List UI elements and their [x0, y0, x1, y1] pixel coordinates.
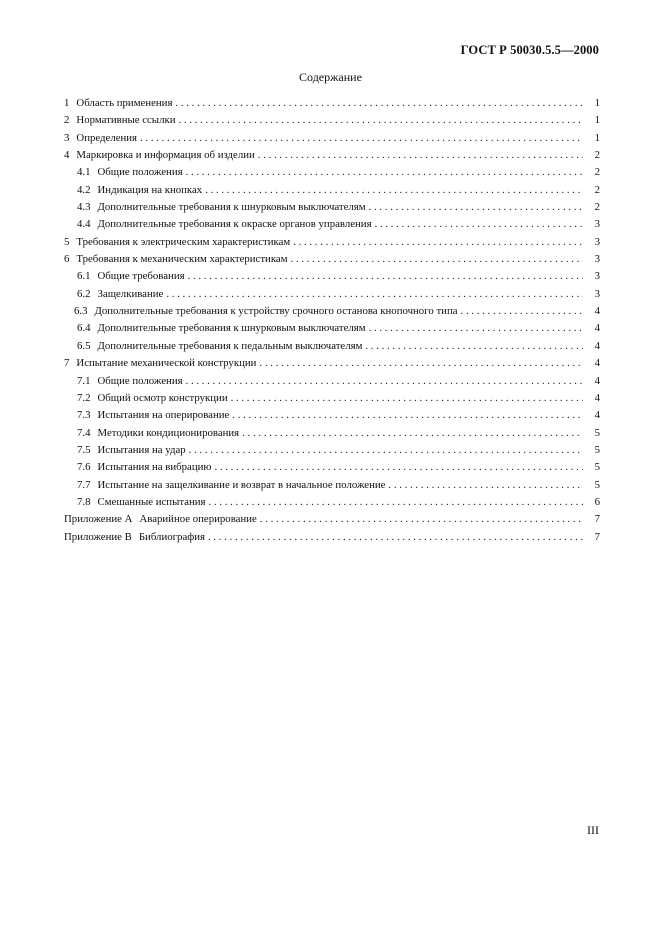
- toc-entry-number: 7.6: [77, 461, 91, 474]
- toc-entry-page: 1: [594, 131, 600, 144]
- toc-entry-number: 6.4: [77, 322, 91, 335]
- toc-entry-number: 2: [64, 114, 70, 127]
- toc-entry-number: Приложение В: [64, 530, 132, 543]
- toc-entry-number: 6.2: [77, 287, 91, 300]
- toc-entry[interactable]: [64, 147, 600, 164]
- toc-entry-label: Испытания на удар: [97, 443, 186, 456]
- toc-entry-page: 3: [594, 235, 600, 248]
- toc-entry-page: 5: [594, 461, 600, 474]
- toc-entry[interactable]: [64, 268, 600, 285]
- toc-dot-leader: [209, 494, 583, 511]
- toc-entry[interactable]: [64, 494, 600, 511]
- toc-dot-leader: [258, 147, 583, 164]
- toc-entry-label: Испытания на оперирование: [97, 409, 230, 422]
- toc-entry-page: 4: [594, 357, 600, 370]
- toc-entry-number: 7.5: [77, 443, 91, 456]
- toc-dot-leader: [291, 251, 583, 268]
- toc-entry-page: 1: [594, 114, 600, 127]
- toc-entry-page: 3: [594, 270, 600, 283]
- toc-entry-label: Индикация на кнопках: [97, 183, 203, 196]
- toc-entry-label: Определения: [76, 131, 138, 144]
- toc-entry-number: 7.1: [77, 374, 91, 387]
- toc-dot-leader: [140, 130, 583, 147]
- toc-entry-label: Дополнительные требования к шнурковым выключателям: [97, 322, 366, 335]
- toc-entry-page: 5: [594, 443, 600, 456]
- toc-entry[interactable]: [64, 286, 600, 303]
- toc-title: Содержание: [299, 70, 362, 84]
- toc-entry-number: 3: [64, 131, 70, 144]
- toc-dot-leader: [242, 425, 583, 442]
- toc-entry-label: Общие положения: [97, 374, 183, 387]
- toc-entry[interactable]: [64, 251, 600, 268]
- toc-entry[interactable]: [64, 442, 600, 459]
- toc-entry[interactable]: [64, 425, 600, 442]
- toc-entry-number: 4.4: [77, 218, 91, 231]
- toc-dot-leader: [260, 511, 583, 528]
- toc-entry[interactable]: [64, 390, 600, 407]
- toc-entry-label: Дополнительные требования к шнурковым выключателям: [97, 201, 366, 214]
- toc-entry[interactable]: [64, 234, 600, 251]
- toc-entry-number: 4.1: [77, 166, 91, 179]
- toc-dot-leader: [369, 320, 583, 337]
- document-code: ГОСТ Р 50030.5.5—2000: [460, 43, 599, 57]
- toc-entry-page: 4: [594, 322, 600, 335]
- toc-dot-leader: [388, 477, 583, 494]
- toc-entry-label: Дополнительные требования к окраске органов управления: [97, 218, 372, 231]
- toc-entry-page: 5: [594, 478, 600, 491]
- toc-dot-leader: [189, 442, 583, 459]
- toc-entry-label: Аварийное оперирование: [139, 513, 257, 526]
- toc-entry[interactable]: [64, 164, 600, 181]
- toc-dot-leader: [208, 529, 583, 546]
- toc-entry-number: 6.3: [74, 305, 88, 318]
- toc-entry[interactable]: [64, 459, 600, 476]
- toc-entry-number: 1: [64, 97, 70, 109]
- toc-entry[interactable]: [64, 95, 600, 112]
- toc-entry[interactable]: [64, 511, 600, 528]
- toc-dot-leader: [231, 390, 583, 407]
- toc-entry-page: 3: [594, 253, 600, 266]
- toc-entry[interactable]: [64, 529, 600, 546]
- toc-dot-leader: [205, 182, 583, 199]
- toc-dot-leader: [365, 338, 583, 355]
- toc-entry-label: Смешанные испытания: [97, 495, 206, 508]
- toc-entry-label: Библиография: [138, 530, 205, 543]
- toc-entry-page: 1: [594, 97, 600, 109]
- toc-entry-label: Испытания на вибрацию: [97, 461, 212, 474]
- toc-entry-number: 7.7: [77, 478, 91, 491]
- toc-entry-number: 4.3: [77, 201, 91, 214]
- toc-entry-number: 6.5: [77, 339, 91, 352]
- toc-entry-label: Маркировка и информация об изделии: [76, 149, 255, 162]
- toc-entry-label: Общие положения: [97, 166, 183, 179]
- toc-entry[interactable]: [64, 216, 600, 233]
- toc-entry-label: Испытание на защелкивание и возврат в начальное положение: [97, 478, 386, 491]
- toc-entry-page: 4: [594, 305, 600, 318]
- toc-entry-label: Защелкивание: [97, 287, 164, 300]
- toc-entry-page: 7: [594, 530, 600, 543]
- toc-entry-number: 7.3: [77, 409, 91, 422]
- toc-entry-page: 4: [594, 409, 600, 422]
- toc-entry-number: 6: [64, 253, 70, 266]
- toc-dot-leader: [293, 234, 583, 251]
- toc-dot-leader: [186, 164, 583, 181]
- toc-entry-page: 2: [594, 149, 600, 162]
- page-number: III: [587, 823, 599, 837]
- toc-entry-page: 2: [594, 201, 600, 214]
- toc-dot-leader: [188, 268, 583, 285]
- toc-dot-leader: [232, 407, 583, 424]
- toc-entry-label: Требования к механическим характеристикам: [76, 253, 288, 266]
- toc-entry[interactable]: [64, 303, 600, 320]
- toc-entry-page: 2: [594, 183, 600, 196]
- toc-entry[interactable]: [64, 407, 600, 424]
- toc-dot-leader: [461, 303, 583, 320]
- toc-entry[interactable]: [64, 320, 600, 337]
- toc-entry-label: Общие требования: [97, 270, 185, 283]
- toc-entry-number: 7.2: [77, 391, 91, 404]
- toc-entry-label: Область применения: [76, 97, 173, 109]
- toc-dot-leader: [166, 286, 583, 303]
- toc-dot-leader: [175, 95, 583, 112]
- toc-entry-page: 4: [594, 339, 600, 352]
- toc-entry-number: 7.4: [77, 426, 91, 439]
- toc-entry-page: 3: [594, 218, 600, 231]
- toc-entry-label: Дополнительные требования к устройству срочного останова кнопочного типа: [94, 305, 458, 318]
- toc-entry[interactable]: [64, 477, 600, 494]
- toc-entry-page: 4: [594, 374, 600, 387]
- table-of-contents: [64, 95, 600, 546]
- toc-entry-number: 6.1: [77, 270, 91, 283]
- toc-entry[interactable]: [64, 373, 600, 390]
- toc-entry-page: 2: [594, 166, 600, 179]
- toc-dot-leader: [178, 112, 583, 129]
- toc-dot-leader: [214, 459, 583, 476]
- toc-dot-leader: [259, 355, 583, 372]
- toc-entry-label: Общий осмотр конструкции: [97, 391, 228, 404]
- toc-entry-label: Испытание механической конструкции: [76, 357, 257, 370]
- toc-entry-page: 4: [594, 391, 600, 404]
- toc-entry-number: Приложение А: [64, 513, 133, 526]
- toc-dot-leader: [369, 199, 583, 216]
- toc-entry-number: 4.2: [77, 183, 91, 196]
- toc-entry-page: 7: [594, 513, 600, 526]
- toc-entry-label: Методики кондиционирования: [97, 426, 240, 439]
- toc-dot-leader: [186, 373, 583, 390]
- toc-entry-label: Дополнительные требования к педальным выключателям: [97, 339, 363, 352]
- toc-entry[interactable]: [64, 355, 600, 372]
- toc-entry-page: 3: [594, 287, 600, 300]
- toc-entry-number: 4: [64, 149, 70, 162]
- toc-entry[interactable]: [64, 338, 600, 355]
- toc-entry-page: 6: [594, 495, 600, 508]
- toc-dot-leader: [375, 216, 583, 233]
- toc-entry-label: Требования к электрическим характеристикам: [76, 235, 291, 248]
- toc-entry-number: 5: [64, 235, 70, 248]
- toc-entry-number: 7.8: [77, 495, 91, 508]
- toc-entry-label: Нормативные ссылки: [76, 114, 176, 127]
- toc-entry[interactable]: [64, 112, 600, 129]
- toc-entry-page: 5: [594, 426, 600, 439]
- toc-entry[interactable]: [64, 199, 600, 216]
- toc-entry[interactable]: [64, 130, 600, 147]
- toc-entry[interactable]: [64, 182, 600, 199]
- toc-entry-number: 7: [64, 357, 70, 370]
